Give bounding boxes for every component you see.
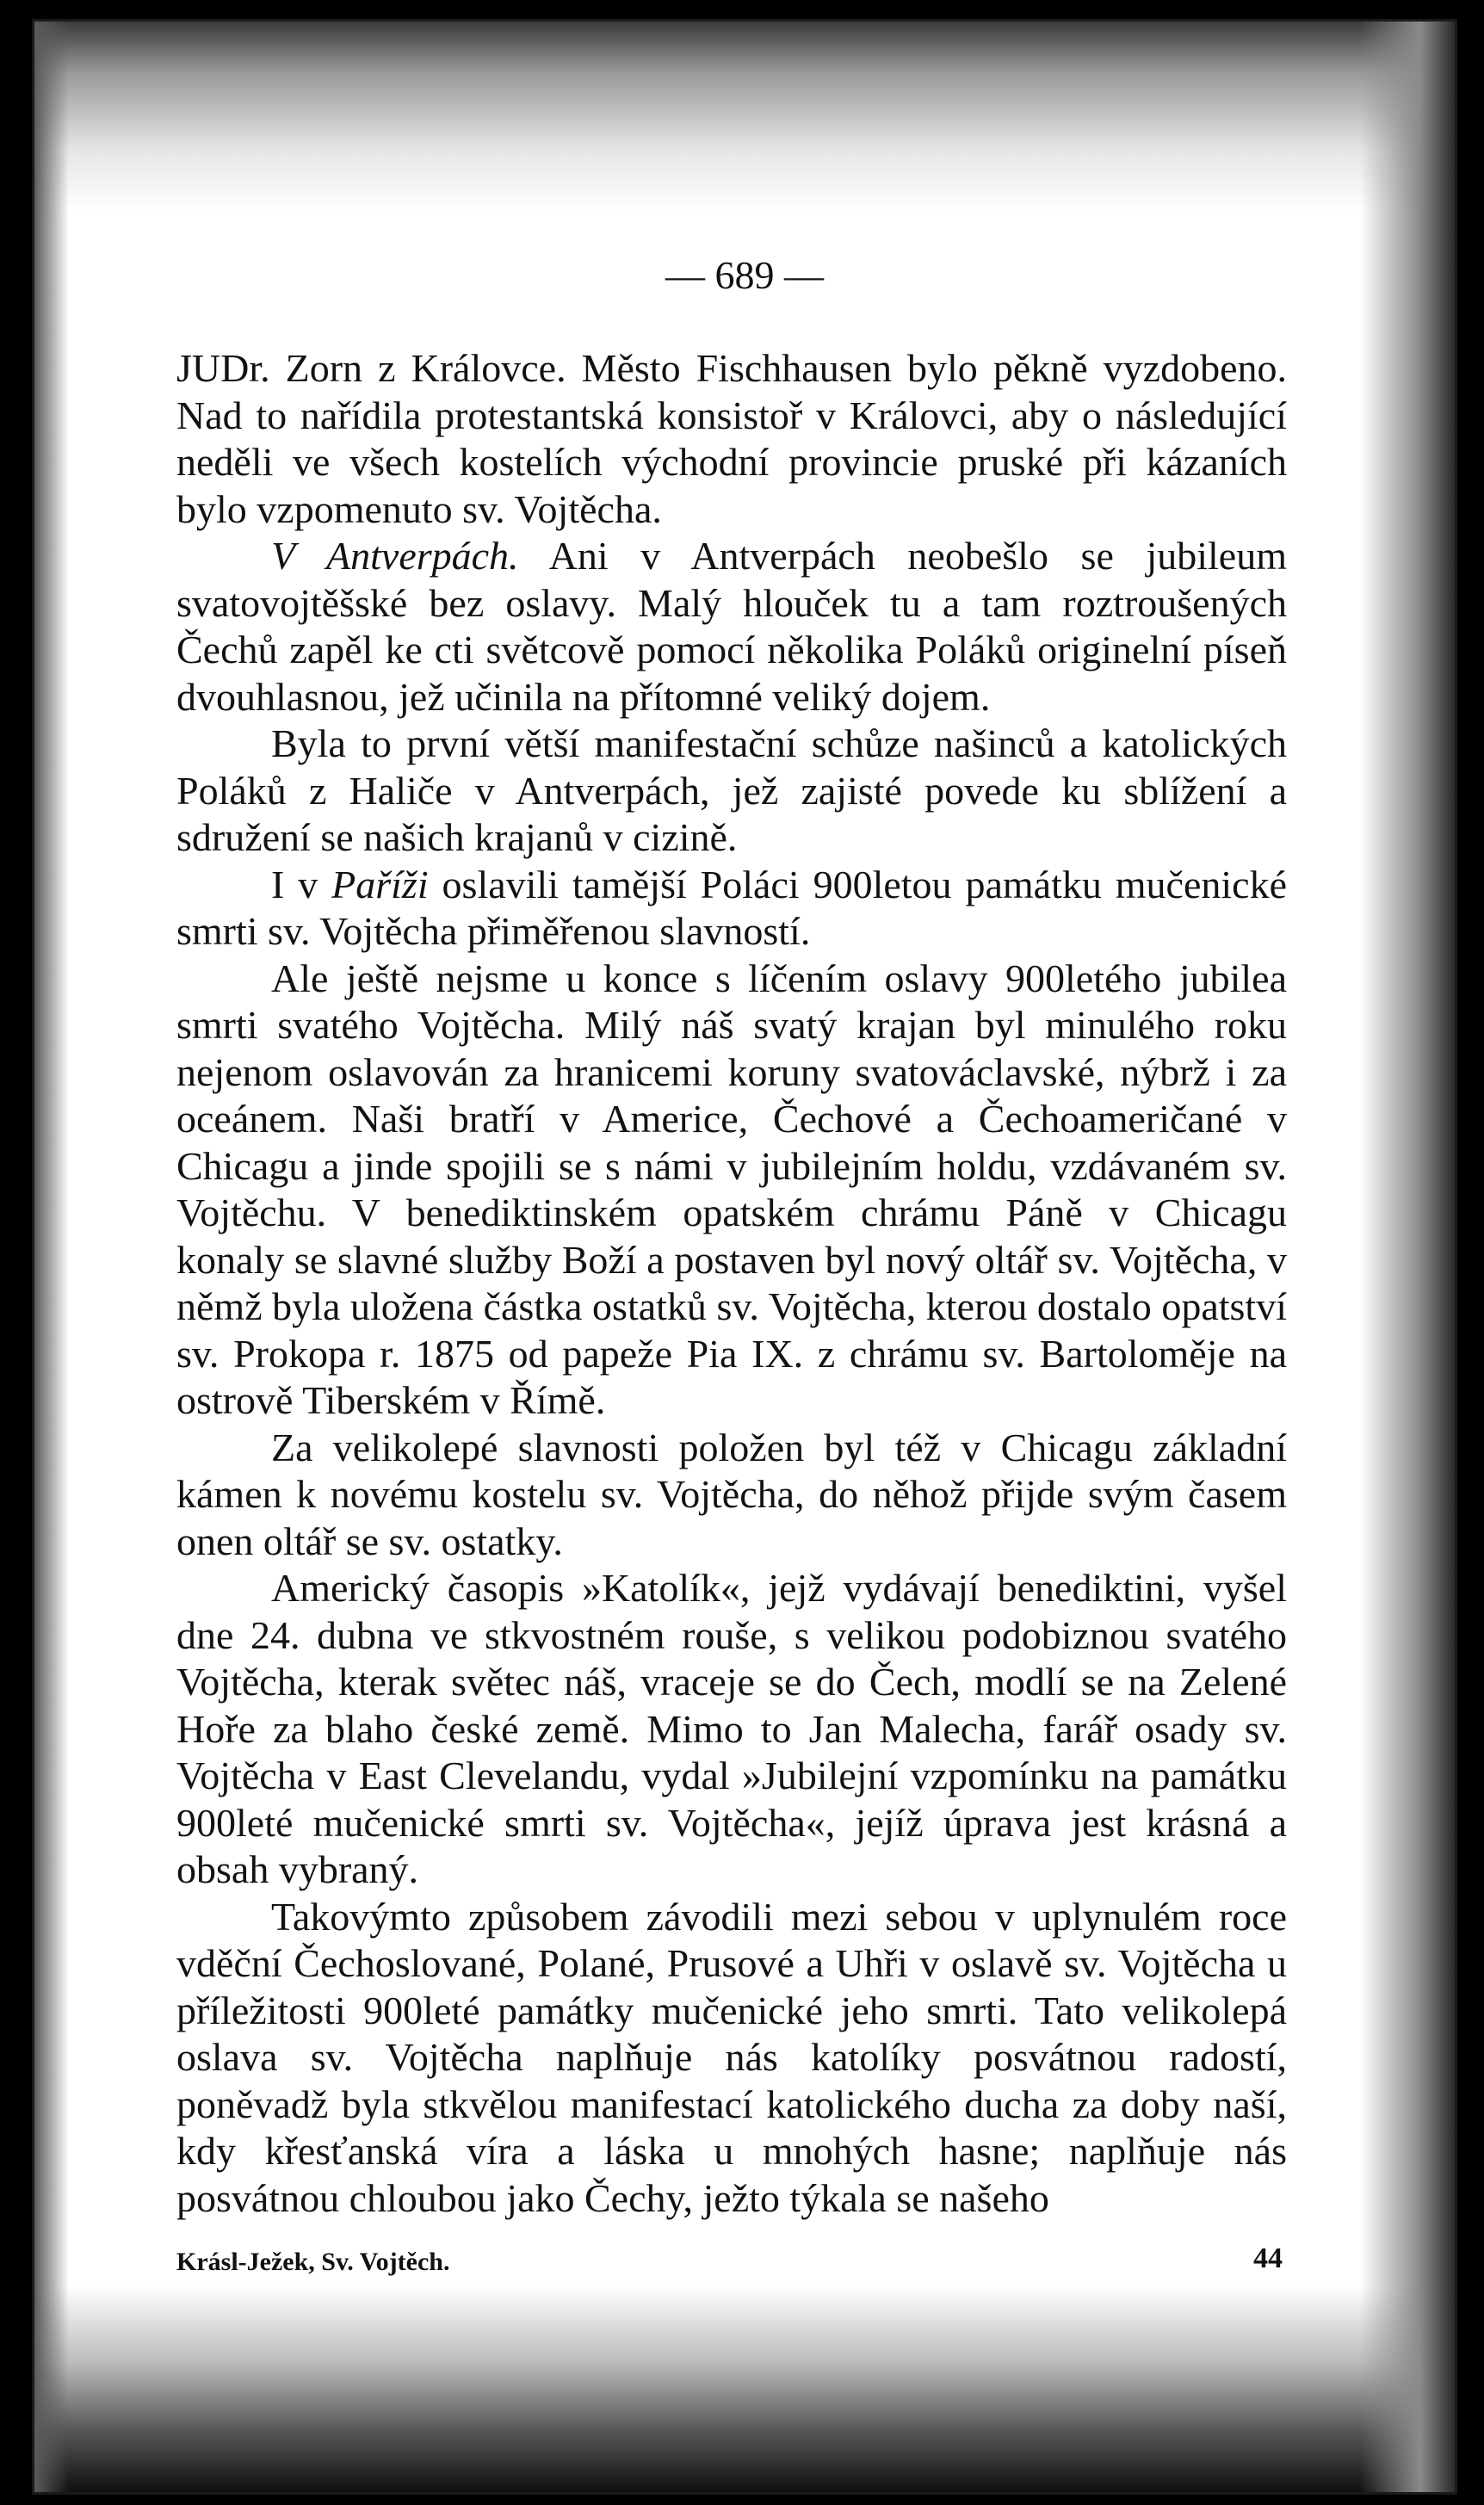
paragraph (176, 533, 1287, 721)
body-text (176, 345, 1287, 2222)
page-content (34, 22, 1455, 2492)
paragraph (176, 1425, 1287, 1566)
footer-author: Krásl-Ježek, Sv. Vojtěch. (176, 2248, 450, 2276)
paragraph (176, 1894, 1287, 2223)
paragraph-text: Byla to první větší manifestační schůze našinců a katolických Poláků z Haliče v Antverpách, jež zajisté povede ku sblížení a sdružení se našich krajanů v cizině. (176, 721, 1287, 859)
paragraph-prefix: I v (271, 862, 332, 906)
paragraph (176, 721, 1287, 862)
page-number: — 689 — (665, 253, 824, 297)
place-heading: V Antverpách. (271, 534, 519, 578)
scanned-page (34, 22, 1455, 2492)
paragraph (176, 1565, 1287, 1894)
place-heading: Paříži (331, 862, 429, 906)
paragraph (176, 862, 1287, 956)
paragraph-text: Takovýmto způsobem závodili mezi sebou v uplynulém roce vděční Čechoslované, Polané, Prusové a Uhři v oslavě sv. Vojtěcha u příležitosti 900leté památky mučenické jeho smrti. Tato velikolepá oslava sv. Vojtěcha naplňuje nás katolíky posvátnou radostí, poněvadž byla stkvělou manifestací katolického ducha za doby naší, kdy křesťanská víra a láska u mnohých hasne; naplňuje nás posvátnou chloubou jako Čechy, ježto týkala se našeho (176, 1894, 1287, 2220)
paragraph-text: Ale ještě nejsme u konce s líčením oslavy 900letého jubilea smrti svatého Vojtěcha. Milý náš svatý krajan byl minulého roku nejenom oslavován za hranicemi koruny svatováclavské, nýbrž i za oceánem. Naši bratří v Americe, Čechové a Čechoameričané v Chicagu a jinde spojili se s námi v jubilejním holdu, vzdávaném sv. Vojtěchu. V benediktinském opatském chrámu Páně v Chicagu konaly se slavné služby Boží a postaven byl nový oltář sv. Vojtěcha, v němž byla uložena částka ostatků sv. Vojtěcha, kterou dostalo opatství sv. Prokopa r. 1875 od papeže Pia IX. z chrámu sv. Bartoloměje na ostrově Tiberském v Římě. (176, 956, 1287, 1422)
paragraph (176, 345, 1287, 533)
paragraph-text: JUDr. Zorn z Královce. Město Fischhausen bylo pěkně vyzdobeno. Nad to nařídila protestantská konsistoř v Královci, aby o následující neděli ve všech kostelích východní provincie pruské při kázaních bylo vzpomenuto sv. Vojtěcha. (176, 346, 1287, 531)
paragraph-text: Za velikolepé slavnosti položen byl též v Chicagu základní kámen k novému kostelu sv. Vojtěcha, do něhož přijde svým časem onen oltář se sv. ostatky. (176, 1425, 1287, 1563)
paragraph-text: Ani v Antverpách neobešlo se jubileum svatovojtěšské bez oslavy. Malý hlouček tu a tam roztroušených Čechů zapěl ke cti světcově pomocí několika Poláků originelní píseň dvouhlasnou, jež učinila na přítomné veliký dojem. (176, 534, 1287, 719)
paragraph-text: oslavili tamější Poláci 900letou památku mučenické smrti sv. Vojtěcha přiměřenou slavností. (176, 862, 1287, 953)
page-footer (176, 2242, 1283, 2277)
paragraph (176, 956, 1287, 1425)
printer-signature: 44 (1253, 2242, 1283, 2274)
paragraph-text: Americký časopis »Katolík«, jejž vydávají benediktini, vyšel dne 24. dubna ve stkvostném rouše, s velikou podobiznou svatého Vojtěcha, kterak světec náš, vraceje se do Čech, modlí se na Zelené Hoře za blaho české země. Mimo to Jan Malecha, farář osady sv. Vojtěcha v East Clevelandu, vydal »Jubilejní vzpomínku na památku 900leté mučenické smrti sv. Vojtěcha«, jejíž úprava jest krásná a obsah vybraný. (176, 1566, 1287, 1891)
